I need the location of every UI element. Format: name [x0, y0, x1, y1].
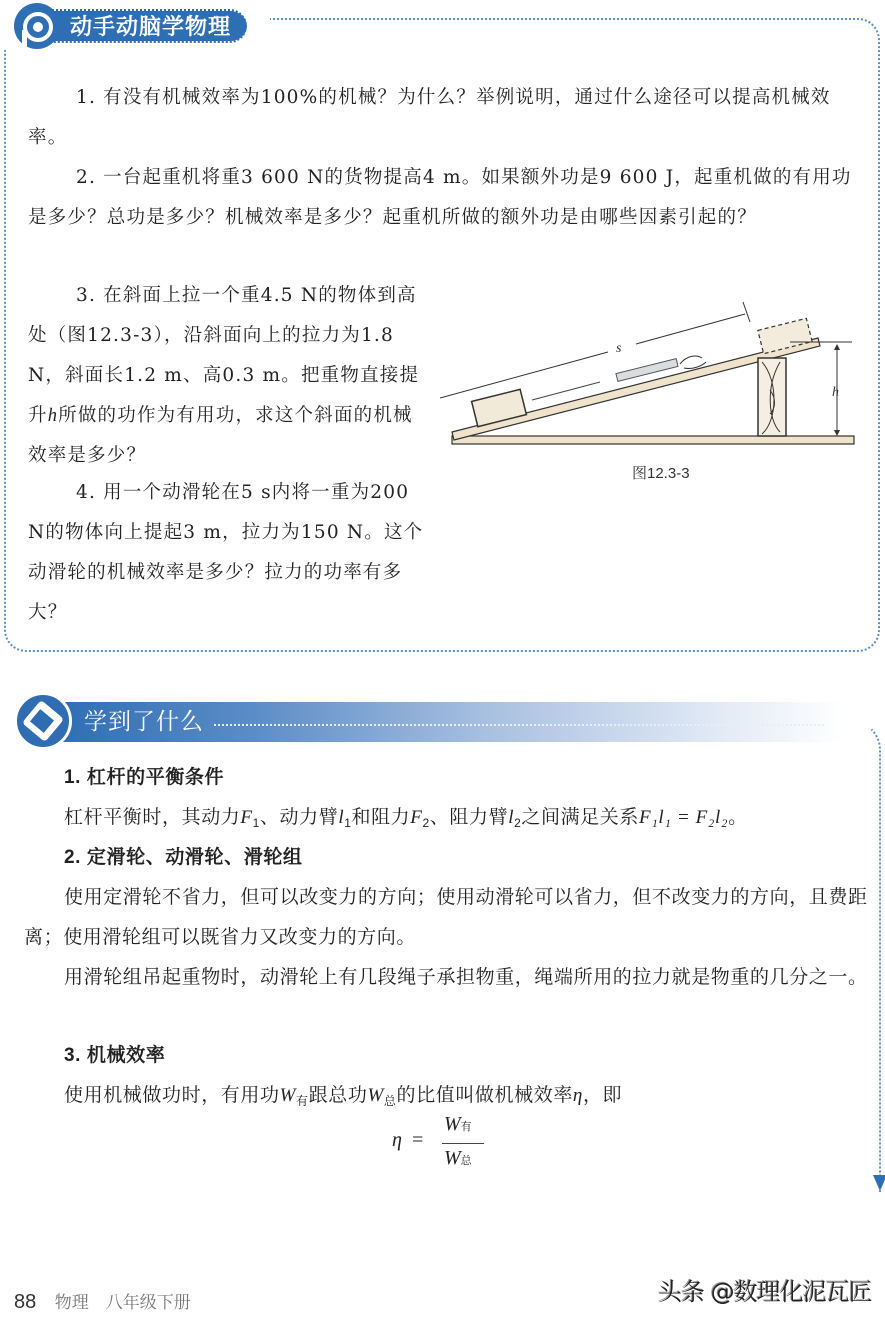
book-title: 物理 八年级下册	[54, 1293, 191, 1312]
lever-text: 杠杆平衡时，其动力$F_1$、动力臂$l_1$和阻力$F_2$、阻力臂$l_2$之间满足关系F₁l₁ = F₂l₂。	[64, 807, 748, 830]
heading-efficiency: 3. 机械效率	[64, 1045, 166, 1066]
section-title: 动手动脑学物理	[50, 9, 247, 43]
question-2: 2. 一台起重机将重3 600 N的货物提高4 m。如果额外功是9 600 J，起重机做的有用功是多少？总功是多少？机械效率是多少？起重机所做的额外功是由哪些因素引起的？	[28, 167, 852, 228]
heading-pulley: 2. 定滑轮、动滑轮、滑轮组	[64, 847, 303, 868]
page-number: 88	[14, 1291, 37, 1313]
section-header-summary	[14, 692, 854, 752]
efficiency-text: 使用机械做功时，有用功$W_有$跟总功$W_总$的比值叫做机械效率η，即	[64, 1085, 623, 1108]
watermark: 头条 @数理化泥瓦匠	[658, 1278, 872, 1306]
question-1: 1. 有没有机械效率为100%的机械？为什么？举例说明，通过什么途径可以提高机械效率。	[28, 87, 831, 148]
pulley-text-2: 用滑轮组吊起重物时，动滑轮上有几段绳子承担物重，绳端所用的拉力就是物重的几分之一。	[64, 967, 868, 988]
arrow-down-icon	[873, 1175, 885, 1191]
heading-lever: 1. 杠杆的平衡条件	[64, 767, 225, 788]
section-badge-icon	[14, 3, 60, 49]
pulley-text-1: 使用定滑轮不省力，但可以改变力的方向；使用动滑轮可以省力，但不改变力的方向，且费距离；使用滑轮组可以既省力又改变力的方向。	[24, 887, 868, 948]
section-title: 学到了什么	[84, 709, 204, 735]
label-s: s	[616, 341, 622, 356]
header-dotted-line	[214, 724, 824, 726]
question-4: 4. 用一个动滑轮在5 s内将一重为200 N的物体向上提起3 m，拉力为150 N。这个动滑轮的机械效率是多少？拉力的功率有多大？	[28, 482, 424, 623]
section-header-practice	[14, 6, 247, 46]
pencil-book-icon	[14, 692, 72, 750]
incline-figure	[440, 290, 870, 450]
label-h: h	[832, 385, 839, 400]
figure-caption: 图12.3-3	[632, 465, 690, 482]
page-footer	[14, 1288, 191, 1314]
question-3: 3. 在斜面上拉一个重4.5 N的物体到高处（图12.3-3），沿斜面向上的拉力为1.8 N，斜面长1.2 m、高0.3 m。把重物直接提升h所做的功作为有用功，求这个斜面的机械效率是多少？	[28, 285, 420, 466]
